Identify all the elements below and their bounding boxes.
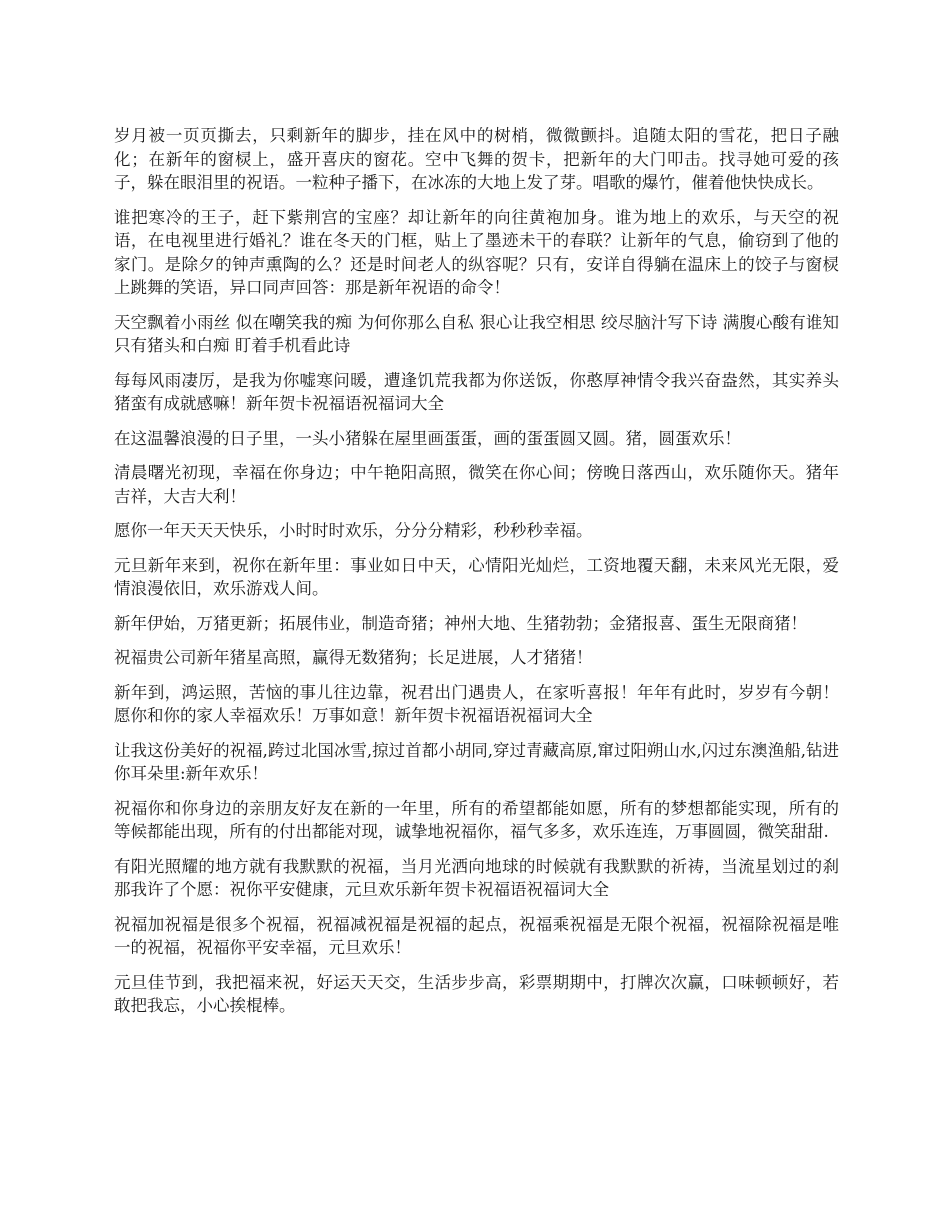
paragraph-3: 天空飘着小雨丝 似在嘲笑我的痴 为何你那么自私 狠心让我空相思 绞尽脑汁写下诗 满腹心酸有谁知 只有猪头和白痴 盯着手机看此诗 (114, 312, 839, 355)
paragraph-10: 祝福贵公司新年猪星高照，赢得无数猪狗；长足进展，人才猪猪！ (114, 648, 593, 667)
paragraph-7: 愿你一年天天天快乐，小时时时欢乐，分分分精彩，秒秒秒幸福。 (114, 521, 593, 540)
paragraph-1: 岁月被一页页撕去，只剩新年的脚步，挂在风中的树梢，微微颤抖。追随太阳的雪花，把日子融化；在新年的窗棂上，盛开喜庆的窗花。空中飞舞的贺卡，把新年的大门叩击。找寻她可爱的孩子，躲在眼泪里的祝语。一粒种子播下，在冰冻的大地上发了芽。唱歌的爆竹，催着他快快成长。 (114, 126, 839, 192)
paragraph-15: 祝福加祝福是很多个祝福，祝福减祝福是祝福的起点，祝福乘祝福是无限个祝福，祝福除祝福是唯一的祝福，祝福你平安幸福，元旦欢乐！ (114, 914, 839, 957)
paragraph-9: 新年伊始，万猪更新；拓展伟业，制造奇猪；神州大地、生猪勃勃；金猪报喜、蛋生无限商猪！ (114, 613, 807, 633)
paragraph-14: 有阳光照耀的地方就有我默默的祝福，当月光洒向地球的时候就有我默默的祈祷，当流星划过的刹那我许了个愿：祝你平安健康，元旦欢乐新年贺卡祝福语祝福词大全 (114, 856, 839, 899)
paragraph-8: 元旦新年来到，祝你在新年里：事业如日中天，心情阳光灿烂，工资地覆天翻，未来风光无限，爱情浪漫依旧，欢乐游戏人间。 (114, 555, 839, 598)
paragraph-16: 元旦佳节到，我把福来祝，好运天天交，生活步步高，彩票期期中，打牌次次赢，口味顿顿好，若敢把我忘，小心挨棍棒。 (114, 972, 839, 1015)
paragraph-4: 每每风雨凄厉，是我为你嘘寒问暖，遭逢饥荒我都为你送饭，你憨厚神情令我兴奋盎然，其实养头猪蛮有成就感嘛！新年贺卡祝福语祝福词大全 (114, 370, 839, 413)
paragraph-13: 祝福你和你身边的亲朋友好友在新的一年里，所有的希望都能如愿，所有的梦想都能实现，所有的等候都能出现，所有的付出都能对现，诚挚地祝福你，福气多多，欢乐连连，万事圆圆，微笑甜甜. (114, 798, 839, 841)
document-body (114, 124, 839, 1029)
paragraph-2: 谁把寒冷的王子，赶下紫荆宫的宝座？却让新年的向往黄袍加身。谁为地上的欢乐，与天空的祝语，在电视里进行婚礼？谁在冬天的门框，贴上了墨迹未干的春联？让新年的气息，偷窃到了他的家门。是除夕的钟声熏陶的么？还是时间老人的纵容呢？只有，安详自得躺在温床上的饺子与窗棂上跳舞的笑语，异口同声回答：那是新年祝语的命令！ (114, 207, 839, 297)
paragraph-12: 让我这份美好的祝福,跨过北国冰雪,掠过首都小胡同,穿过青藏高原,窜过阳朔山水,闪过东澳渔船,钻进你耳朵里:新年欢乐！ (114, 740, 839, 783)
paragraph-11: 新年到，鸿运照，苦恼的事儿往边靠，祝君出门遇贵人，在家听喜报！年年有此时，岁岁有今朝！愿你和你的家人幸福欢乐！万事如意！新年贺卡祝福语祝福词大全 (114, 682, 839, 725)
paragraph-6: 清晨曙光初现，幸福在你身边；中午艳阳高照，微笑在你心间；傍晚日落西山，欢乐随你天。猪年吉祥，大吉大利！ (114, 463, 839, 506)
paragraph-5: 在这温馨浪漫的日子里，一头小猪躲在屋里画蛋蛋，画的蛋蛋圆又圆。猪，圆蛋欢乐！ (114, 428, 741, 448)
